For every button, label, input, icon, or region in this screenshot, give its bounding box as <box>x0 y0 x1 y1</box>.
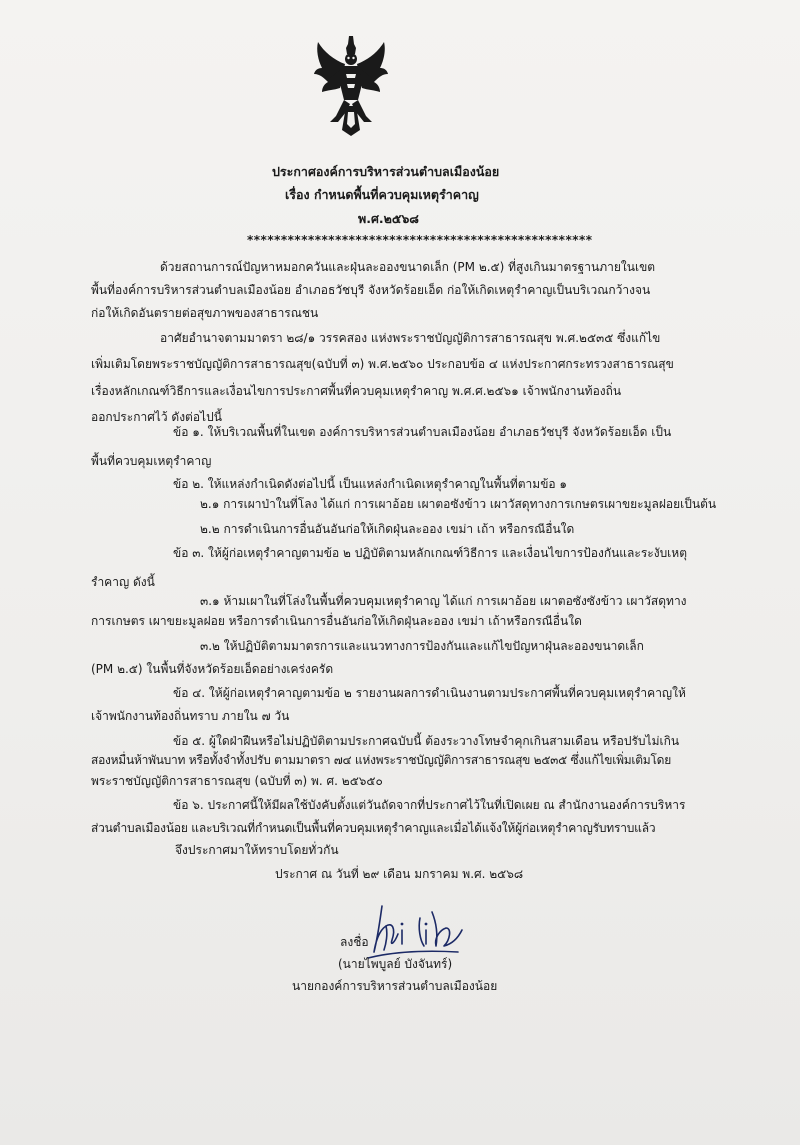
body-line: ส่วนตำบลเมืองน้อย และบริเวณที่กำหนดเป็นพื้นที่ควบคุมเหตุรำคาญและเมื่อได้แจ้งให้ผู้ก่อเหตุรำคาญรับทราบแล้ว <box>91 821 656 835</box>
separator-stars: *************************************************** <box>247 233 593 247</box>
body-line: (PM ๒.๕) ในพื้นที่จังหวัดร้อยเอ็ดอย่างเคร่งครัด <box>91 662 334 676</box>
body-line: ออกประกาศไว้ ดังต่อไปนี้ <box>91 410 222 424</box>
clause-6: ข้อ ๖. ประกาศนี้ให้มีผลใช้บังคับตั้งแต่วันถัดจากที่ประกาศไว้ในที่เปิดเผย ณ สำนักงานองค์การบริหาร <box>173 798 686 812</box>
clause-4: ข้อ ๔. ให้ผู้ก่อเหตุรำคาญตามข้อ ๒ รายงานผลการดำเนินงานตามประกาศพื้นที่ควบคุมเหตุรำคาญให้ <box>173 686 686 700</box>
body-line: พื้นที่องค์การบริหารส่วนตำบลเมืองน้อย อำเภอธวัชบุรี จังหวัดร้อยเอ็ด ก่อให้เกิดเหตุรำคาญเป็นบริเวณกว้างจน <box>91 283 651 297</box>
announcement-date: ประกาศ ณ วันที่ ๒๙ เดือน มกราคม พ.ศ. ๒๕๖๘ <box>275 867 524 881</box>
announcement-title: ประกาศองค์การบริหารส่วนตำบลเมืองน้อย <box>272 164 500 179</box>
announcement-year: พ.ศ.๒๕๖๘ <box>358 211 419 226</box>
announcement-subject: เรื่อง กำหนดพื้นที่ควบคุมเหตุรำคาญ <box>285 187 479 202</box>
body-line: พระราชบัญญัติการสาธารณสุข (ฉบับที่ ๓) พ. ศ. ๒๕๖๕๐ <box>91 774 383 788</box>
body-line: รำคาญ ดังนี้ <box>91 575 155 589</box>
clause-3-2: ๓.๒ ให้ปฏิบัติตามมาตรการและแนวทางการป้องกันและแก้ไขปัญหาฝุ่นละอองขนาดเล็ก <box>200 639 644 653</box>
clause-2: ข้อ ๒. ให้แหล่งกำเนิดดังต่อไปนี้ เป็นแหล่งกำเนิดเหตุรำคาญในพื้นที่ตามข้อ ๑ <box>173 477 568 491</box>
body-line: การเกษตร เผาขยะมูลฝอย หรือการดำเนินการอื่นอันก่อให้เกิดฝุ่นละออง เขม่า เถ้าหรือกรณีอื่นใด <box>91 614 582 628</box>
closing-line: จึงประกาศมาให้ทราบโดยทั่วกัน <box>175 843 339 857</box>
body-line: ด้วยสถานการณ์ปัญหาหมอกควันและฝุ่นละอองขนาดเล็ก (PM ๒.๕) ที่สูงเกินมาตรฐานภายในเขต <box>160 260 656 274</box>
body-line: เรื่องหลักเกณฑ์วิธีการและเงื่อนไขการประกาศพื้นที่ควบคุมเหตุรำคาญ พ.ศ.ศ.๒๕๖๑ เจ้าพนักงานท้องถิ่น <box>91 384 622 398</box>
sign-label: ลงชื่อ <box>340 935 369 949</box>
body-line: เพิ่มเติมโดยพระราชบัญญัติการสาธารณสุข(ฉบับที่ ๓) พ.ศ.๒๕๖๐ ประกอบข้อ ๔ แห่งประกาศกระทรวงสาธารณสุข <box>91 357 674 371</box>
clause-3-1: ๓.๑ ห้ามเผาในที่โล่งในพื้นที่ควบคุมเหตุรำคาญ ได้แก่ การเผาอ้อย เผาตอซังซังข้าว เผาวัสดุทาง <box>200 594 687 608</box>
handwritten-signature <box>362 900 472 960</box>
clause-5: ข้อ ๕. ผู้ใดฝ่าฝืนหรือไม่ปฏิบัติตามประกาศฉบับนี้ ต้องระวางโทษจำคุกเกินสามเดือน หรือปรับไม่เกิน <box>173 734 680 748</box>
body-line: เจ้าพนักงานท้องถิ่นทราบ ภายใน ๗ วัน <box>91 709 290 723</box>
clause-1: ข้อ ๑. ให้บริเวณพื้นที่ในเขต องค์การบริหารส่วนตำบลเมืองน้อย อำเภอธวัชบุรี จังหวัดร้อยเอ็ด เป็น <box>173 425 672 439</box>
clause-2-1: ๒.๑ การเผาป่าในที่โลง ได้แก่ การเผาอ้อย เผาตอซังข้าว เผาวัสดุทางการเกษตรเผาขยะมูลฝอยเป็นต้น <box>200 497 717 511</box>
garuda-emblem-icon <box>312 34 390 138</box>
body-line: ก่อให้เกิดอันตรายต่อสุขภาพของสาธารณชน <box>91 306 319 320</box>
body-line: อาศัยอำนาจตามมาตรา ๒๘/๑ วรรคสอง แห่งพระราชบัญญัติการสาธารณสุข พ.ศ.๒๕๓๕ ซึ่งแก้ไข <box>160 331 661 345</box>
signer-position: นายกองค์การบริหารส่วนตำบลเมืองน้อย <box>292 979 498 993</box>
clause-2-2: ๒.๒ การดำเนินการอื่นอันอันก่อให้เกิดฝุ่นละออง เขม่า เถ้า หรือกรณีอื่นใด <box>200 522 575 536</box>
signer-name: (นายไพบูลย์ บังจันทร์) <box>338 957 453 971</box>
body-line: พื้นที่ควบคุมเหตุรำคาญ <box>91 454 212 468</box>
body-line: สองหมื่นห้าพันบาท หรือทั้งจำทั้งปรับ ตามมาตรา ๗๔ แห่งพระราชบัญญัติการสาธารณสุข ๒๕๓๕ ซึ่งแก้ไขเพิ่มเติมโดย <box>91 753 671 767</box>
clause-3: ข้อ ๓. ให้ผู้ก่อเหตุรำคาญตามข้อ ๒ ปฏิบัติตามหลักเกณฑ์วิธีการ และเงื่อนไขการป้องกันและระงับเหตุ <box>173 546 687 560</box>
